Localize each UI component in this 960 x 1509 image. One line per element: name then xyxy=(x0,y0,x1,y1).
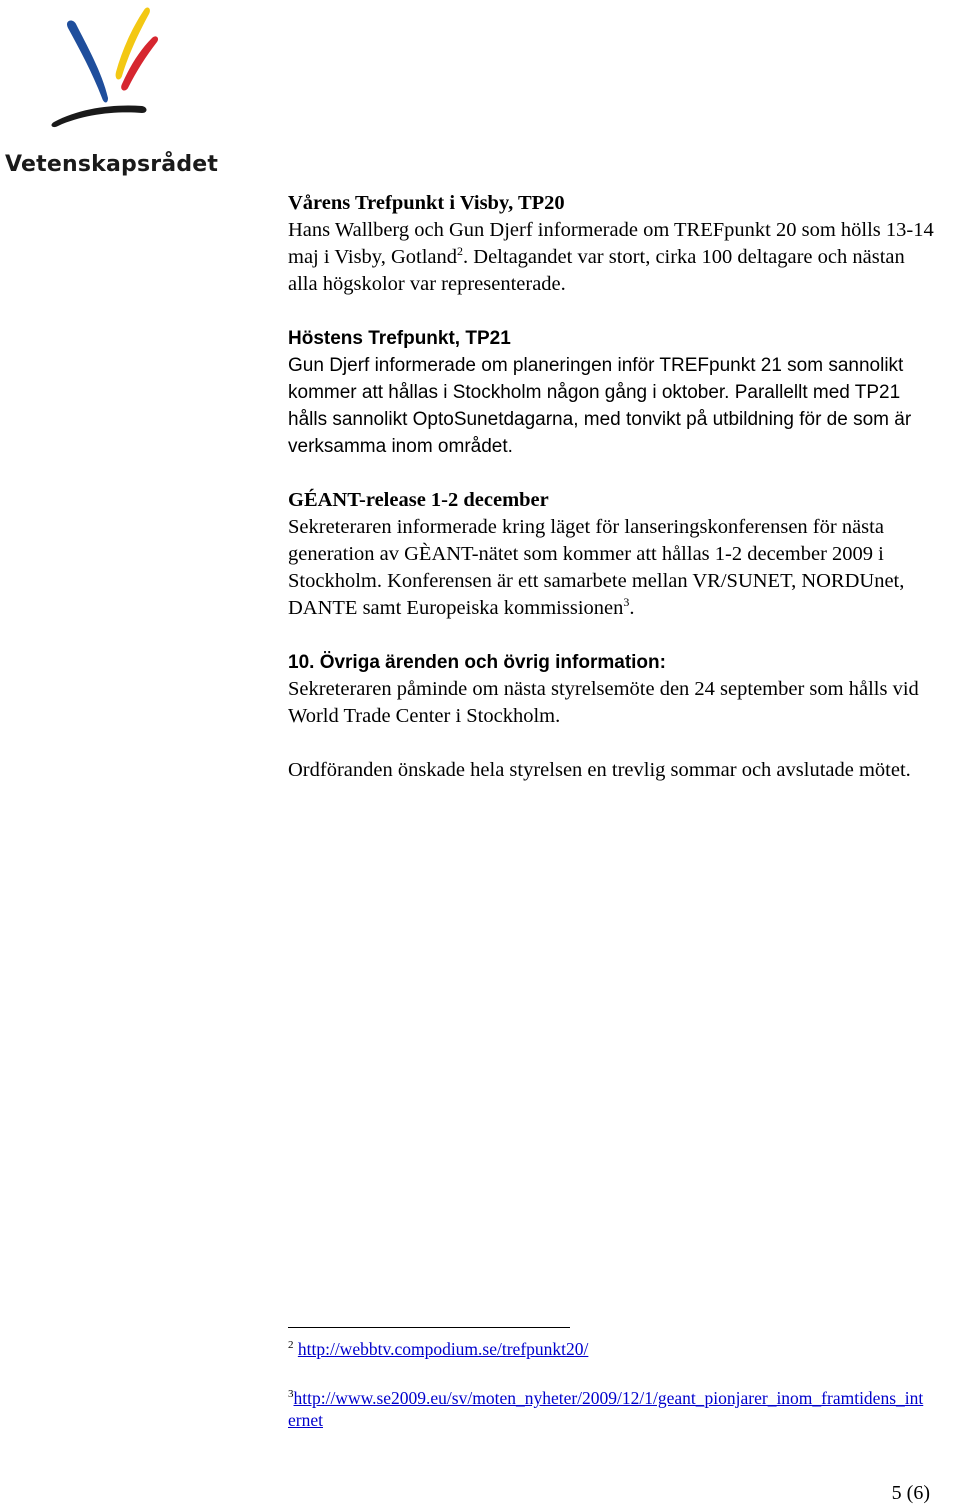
section-text-part: . xyxy=(629,597,635,619)
footnotes xyxy=(288,1327,928,1458)
organization-logo xyxy=(0,0,219,185)
section-heading: Höstens Trefpunkt, TP21 xyxy=(288,328,511,349)
footnote-ref[interactable]: 3 xyxy=(623,595,630,610)
footnote-number: 3 xyxy=(288,1388,294,1401)
section-tp21 xyxy=(288,325,938,460)
footnote-link[interactable]: http://www.se2009.eu/sv/moten_nyheter/2009/12/1/geant_pionjarer_inom_framtidens_internet xyxy=(288,1388,924,1430)
section-text xyxy=(288,217,938,298)
logo-wordmark: Vetenskapsrådet xyxy=(5,152,219,177)
footnote-link[interactable]: http://webbtv.compodium.se/trefpunkt20/ xyxy=(297,1339,589,1359)
section-text-part: . Deltagandet var stort, cirka 100 deltagare och nästan alla högskolor var representerade. xyxy=(288,246,905,295)
document-body xyxy=(288,190,938,811)
vetenskapsradet-logo-icon xyxy=(40,0,170,130)
footnote-item xyxy=(288,1387,928,1431)
section-other-matters xyxy=(288,649,938,730)
footnote-ref[interactable]: 2 xyxy=(457,244,464,259)
section-text-part: Sekreteraren informerade kring läget för lanseringskonferensen för nästa generation av GÈANT-nätet som kommer att hållas 1-2 december 2009 i Stockholm. Konferensen är ett samarbete mellan VR/SUNET, NORDUnet, DANTE samt Europeiska kommissionen xyxy=(288,516,905,619)
section-text: Ordföranden önskade hela styrelsen en trevlig sommar och avslutade mötet. xyxy=(288,759,911,781)
page-number: 5 (6) xyxy=(891,1482,930,1504)
section-heading: Vårens Trefpunkt i Visby, TP20 xyxy=(288,192,565,214)
section-text-part: Hans Wallberg och Gun Djerf informerade om TREFpunkt 20 som hölls 13-14 maj i Visby, Gotland xyxy=(288,219,934,268)
footnote-item xyxy=(288,1338,928,1360)
footnote-number: 2 xyxy=(288,1339,294,1352)
section-heading: 10. Övriga ärenden och övrig information: xyxy=(288,652,666,673)
section-text xyxy=(288,514,938,622)
footnote-divider xyxy=(288,1327,570,1328)
section-text: Gun Djerf informerade om planeringen inför TREFpunkt 21 som sannolikt kommer att hållas i Stockholm någon gång i oktober. Parallellt med TP21 hålls sannolikt OptoSunetdagarna, med tonvikt på utbildning för de som är verksamma inom området. xyxy=(288,355,912,457)
section-tp20 xyxy=(288,190,938,298)
section-heading: GÉANT-release 1-2 december xyxy=(288,489,549,511)
section-text: Sekreteraren påminde om nästa styrelsemöte den 24 september som hålls vid World Trade Center i Stockholm. xyxy=(288,678,919,727)
section-closing xyxy=(288,757,938,784)
section-geant xyxy=(288,487,938,622)
